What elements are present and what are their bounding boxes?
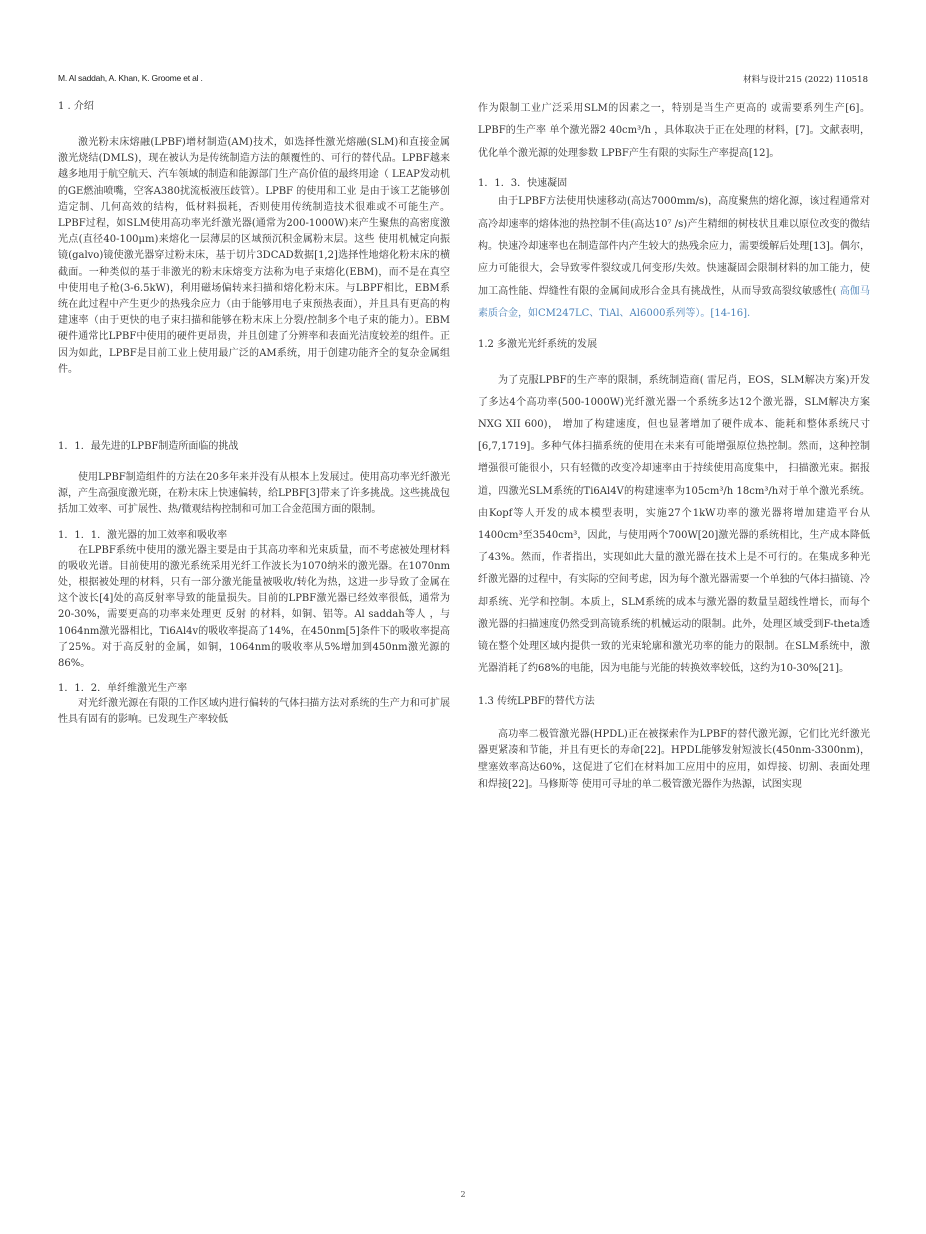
page-number: 2 xyxy=(460,1190,466,1199)
left-column xyxy=(58,100,450,729)
right-column xyxy=(478,100,870,794)
paragraph-1-1-3 xyxy=(478,191,870,325)
paragraph-continued: 作为限制工业广泛采用SLM的因素之一，特别是当生产更高的 或需要系列生产[6]。LPBF的生产率 单个激光器2 40cm³/h ，具体取决于正在处理的材料，[7]。文献表明，优化单个激光源的处理参数 LPBF产生有限的实际生产率提高[12]。 xyxy=(478,103,870,159)
paragraph-1-1-2: 对光纤激光源在有限的工作区域内进行偏转的气体扫描方法对系统的生产力和可扩展性具有固有的影响。已发现生产率较低 xyxy=(58,698,450,726)
paragraph-1-2: 为了克服LPBF的生产率的限制，系统制造商( 雷尼肖，EOS，SLM解决方案)开发了多达4个高功率(500-1000W)光纤激光器一个系统多达12个激光器，SLM解决方案NXG XII 600)， 增加了构建速度，但也显著增加了硬件成本、能耗和整体系统尺寸[6,7,1719]。多种气体扫描系统的使用在未来有可能增强原位热控制。然而，这种控制增强很可能很小，只有轻微的改变冷却速率由于持续使用高度集中， 扫描激光束。据报道，四激光SLM系统的Ti6Al4V的构建速率为105cm³/h 18cm³/h对于单个激光系统。由Kopf等人开发的成本模型表明，实施27个1kW功率的激光器将增加建造平台从1400cm³至3540cm³，因此，与使用两个700W[20]激光器的系统相比，生产成本降低了43%。然而，作者指出，实现如此大量的激光器在技术上是不可行的。在集成多种光纤激光器的过程中，有实际的空间考虑，因为每个激光器需要一个单独的气体扫描镜、冷却系统、光学和控制。本质上，SLM系统的成本与激光器的数量呈超线性增长，而每个激光器的扫描速度仍然受到高镜系统的机械运动的限制。此外，处理区域受到F-theta透镜在整个处理区域内提供一致的光束轮廓和激光功率的能力的限制。在SLM系统中，激光器消耗了约68%的电能，因为电能与光能的转换效率较低，这约为10-30%[21]。 xyxy=(478,374,870,675)
section-heading-introduction: 1 . 介绍 xyxy=(58,101,94,112)
running-header-authors: M. Al saddah, A. Khan, K. Groome et al . xyxy=(58,73,203,83)
paragraph-1-1: 使用LPBF制造组件的方法在20多年来并没有从根本上发展过。使用高功率光纤激光源，产生高强度激光斑，在粉末床上快速偏转，给LPBF[3]带来了许多挑战。这些挑战包括加工效率、可扩展性、热/微观结构控制和可加工合金范围方面的限制。 xyxy=(58,472,450,516)
section-heading-1-1-1: 1．1．1．激光器的加工效率和吸收率 xyxy=(58,529,228,541)
paragraph-1-1-3-alloys: 高伽马素质合金，如CM247LC、TiAl、Al6000系列等）。[14-16]. xyxy=(478,285,870,320)
section-heading-1-1-3: 1．1．3．快速凝固 xyxy=(478,178,568,190)
paragraph-1-1-3-text: 由于LPBF方法使用快速移动(高达7000mm/s)，高度聚焦的熔化源，该过程通常对高冷却速率的熔体池的热控制不佳(高达10⁷ /s)产生精细的树枝状且难以原位改变的微结构。快速冷却速率也在制造部件内产生较大的热残余应力，需要缓解后处理[13]。偶尔，应力可能很大，会导致零件裂纹或几何变形/失效。快速凝固会限制材料的加工能力，使加工高性能、焊缝性有限的金属间成形合金具有挑战性，从而导致高裂纹敏感性( xyxy=(478,196,870,297)
paragraph-introduction: 激光粉末床熔融(LPBF)增材制造(AM)技术，如选择性激光熔融(SLM)和直接金属激光烧结(DMLS)，现在被认为是传统制造方法的颠覆性的、可行的替代品。LPBF越来越多地用于航空航天、汽车领域的制造和能源部门生产高价值的最终用途（ LEAP发动机的GE燃油喷嘴，空客A380扰流板液压歧管）。LPBF 的使用和工业 是由于该工艺能够创造定制、几何高效的结构，低材料损耗，否则使用传统制造技术很难或不可能生产。LPBF过程，如SLM使用高功率光纤激光器(通常为200-1000W)来产生聚焦的高密度激光点(直径40-100μm)来熔化一层薄层的区域预沉积金属粉末层。这些 使用机械定向振镜(galvo)镜使激光器穿过粉末床，基于切片3DCAD数据[1,2]选择性地熔化粉末床的横截面。一种类似的基于非激光的粉末床熔变方法称为电子束熔化(EBM)，而不是在真空中使用电子枪(3-6.5kW)，利用磁场偏转来扫描和熔化粉末床。与LBPF相比，EBM系统在此过程中产生更少的热残余应力（由于能够用电子束预热表面），并且具有更高的构建速率（由于更快的电子束扫描和能够在粉末床上分裂/控制多个电子束的能力）。EBM硬件通常比LPBF中使用的硬件更昂贵，并且创建了分辨率和表面光洁度较差的组件。正因为如此，LPBF是目前工业上使用最广泛的AM系统，用于创建功能齐全的复杂金属组件。 xyxy=(58,137,450,375)
paragraph-1-1-1: 在LPBF系统中使用的激光器主要是由于其高功率和光束质量，而不考虑被处理材料的吸收光谱。目前使用的激光系统采用光纤工作波长为1070纳米的激光器。在1070nm处，根据被处理的材料，只有一部分激光能量被吸收/转化为热，这进一步导致了金属在这个波长[4]处的高反射率导致的能量损失。目前的LPBF激光器已经效率很低，通常为20-30%，需要更高的功率来处理更 反射 的材料，如铜、铝等。Al saddah等人 ，与1064nm激光器相比，Ti6Al4v的吸收率提高了14%，在450nm[5]条件下的吸收率提高了25%。对于高反射的金属，如铜，1064nm的吸收率从5%增加到450nm激光源的86%。 xyxy=(58,544,450,670)
section-heading-1-1: 1．1．最先进的LPBF制造所面临的挑战 xyxy=(58,441,239,453)
section-heading-1-1-2: 1．1．2．单纤维激光生产率 xyxy=(58,683,188,695)
section-heading-1-3: 1.3 传统LPBF的替代方法 xyxy=(478,695,595,707)
paragraph-1-3: 高功率二极管激光器(HPDL)正在被探索作为LPBF的替代激光源，它们比光纤激光器更紧凑和节能，并且有更长的寿命[22]。HPDL能够发射短波长(450nm-3300nm)，壁塞效率高达60%，这促进了它们在材料加工应用中的应用，如焊接、切割、表面处理和焊接[22]。马修斯等 使用可寻址的单二极管激光器作为热源，试图实现 xyxy=(478,728,870,790)
section-heading-1-2: 1.2 多激光光纤系统的发展 xyxy=(478,338,598,350)
running-header-journal: 材料与设计215 (2022) 110518 xyxy=(743,75,868,85)
